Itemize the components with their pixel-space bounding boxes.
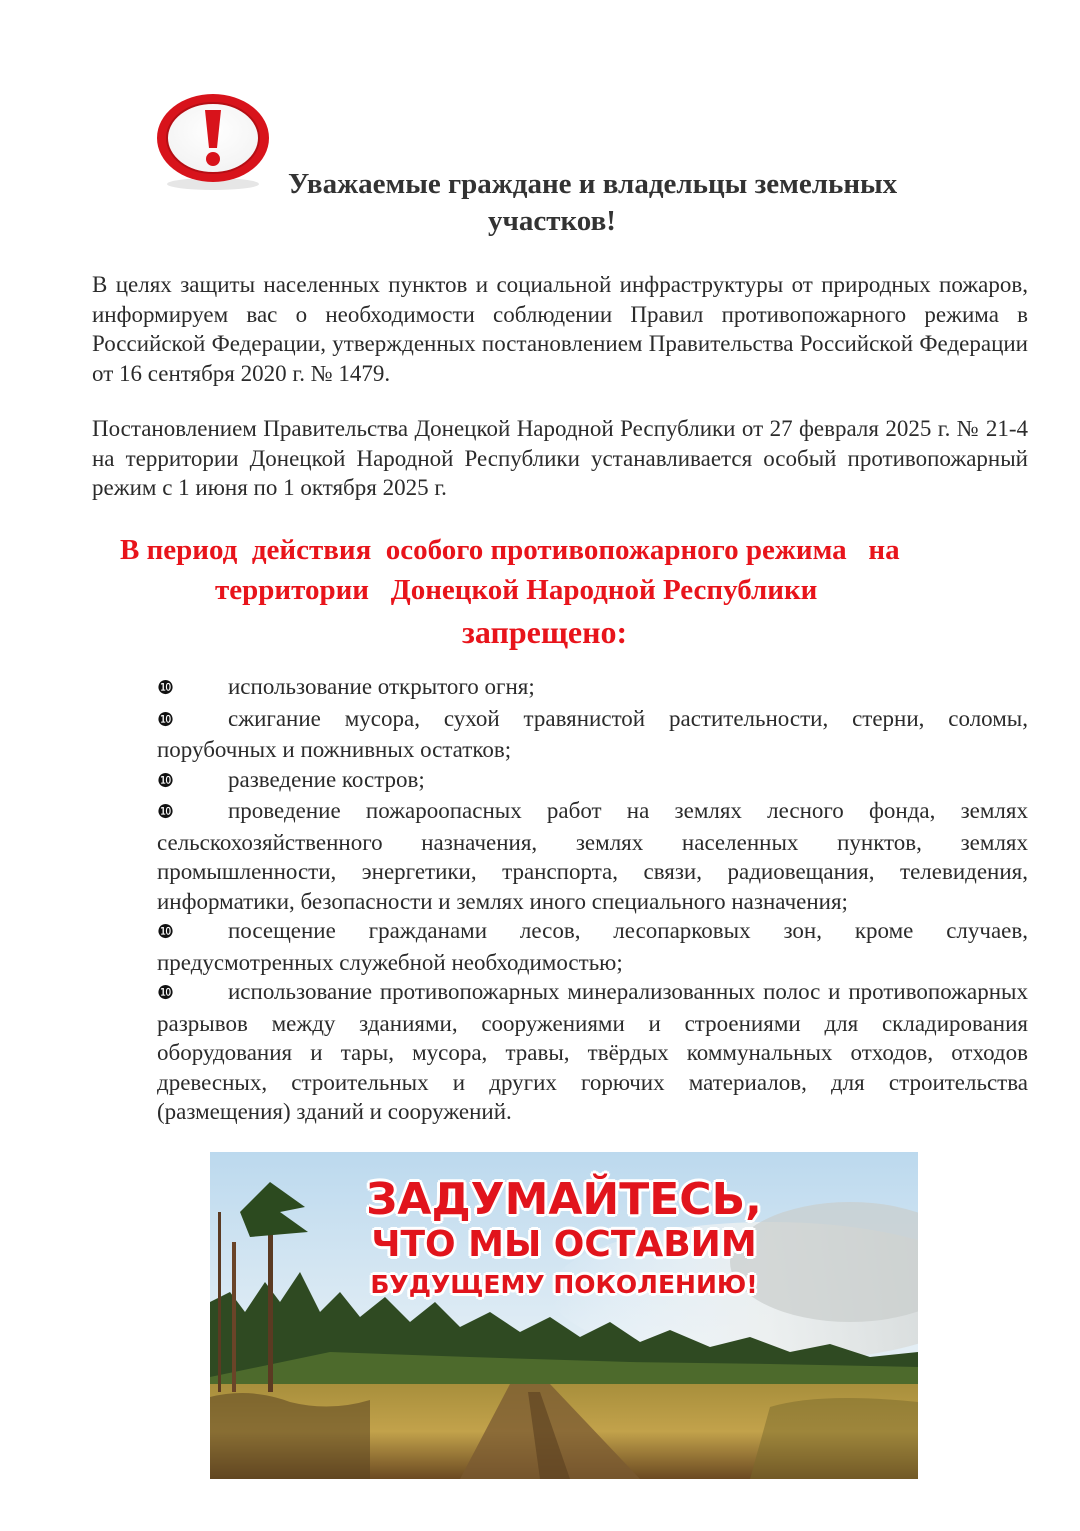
list-item-text: использование противопожарных минерализованных полос и противопожарных разрывов между зданиями, сооружениями и строениями для складирования оборудования и тары, мусора, травы, твёрдых коммунальных отходов, отходов древесных, строительных и других горючих материалов, для строительства (размещения) зданий и сооружений. (157, 979, 1028, 1124)
title-line-1: Уважаемые граждане и владельцы земельных (288, 168, 898, 200)
bullet-icon: ❿ (157, 801, 175, 823)
list-item-text: посещение гражданами лесов, лесопарковых зон, кроме случаев, предусмотренных служебной необходимостью; (157, 918, 1028, 975)
list-item-text: проведение пожароопасных работ на землях лесного фонда, землях сельскохозяйственного назначения, землях населенных пунктов, землях промышленности, энергетики, транспорта, связи, радиовещания, телевидения, информатики, безопасности и землях иного специального назначения; (157, 798, 1028, 914)
list-item (157, 977, 1028, 1127)
poster-line-2: ЧТО МЫ ОСТАВИМ (371, 1224, 757, 1265)
bullet-icon: ❿ (157, 677, 175, 699)
poster-line-1: ЗАДУМАЙТЕСЬ, (366, 1174, 762, 1225)
list-item-text: разведение костров; (228, 766, 425, 792)
title-line-2: участков! (488, 205, 616, 237)
list-item (157, 916, 1028, 977)
list-item (157, 765, 1028, 797)
prohibited-list (157, 672, 1028, 1127)
bullet-icon: ❿ (157, 708, 175, 731)
page-title (0, 166, 1080, 240)
bullet-icon: ❿ (157, 982, 175, 1004)
heading-line-2: территории Донецкой Народной Республики (215, 574, 818, 606)
list-item-text: использование открытого огня; (228, 674, 535, 699)
list-item (157, 704, 1028, 765)
bullet-icon: ❿ (157, 921, 175, 943)
heading-line-3: запрещено: (462, 614, 628, 650)
bullet-icon: ❿ (157, 769, 175, 792)
list-item (157, 672, 1028, 704)
heading-line-1: В период действия особого противопожарного режима на (120, 534, 900, 566)
poster-line-3: БУДУЩЕМУ ПОКОЛЕНИЮ! (370, 1270, 758, 1299)
intro-paragraph-2: Постановлением Правительства Донецкой Народной Республики от 27 февраля 2025 г. № 21-4 на территории Донецкой Народной Республики устанавливается особый противопожарный режим с 1 июня по 1 октября 2025 г. (92, 416, 1028, 500)
list-item-text: сжигание мусора, сухой травянистой растительности, стерни, соломы, порубочных и пожнивных остатков; (157, 705, 1028, 762)
prohibition-heading (0, 530, 1080, 652)
intro-paragraph-1: В целях защиты населенных пунктов и социальной инфраструктуры от природных пожаров, информируем вас о необходимости соблюдении Правил противопожарного режима в Российской Федерации, утвержденных постановлением Правительства Российской Федерации от 16 сентября 2020 г. № 1479. (92, 272, 1028, 386)
forest-fire-poster (210, 1152, 918, 1479)
list-item (157, 796, 1028, 916)
